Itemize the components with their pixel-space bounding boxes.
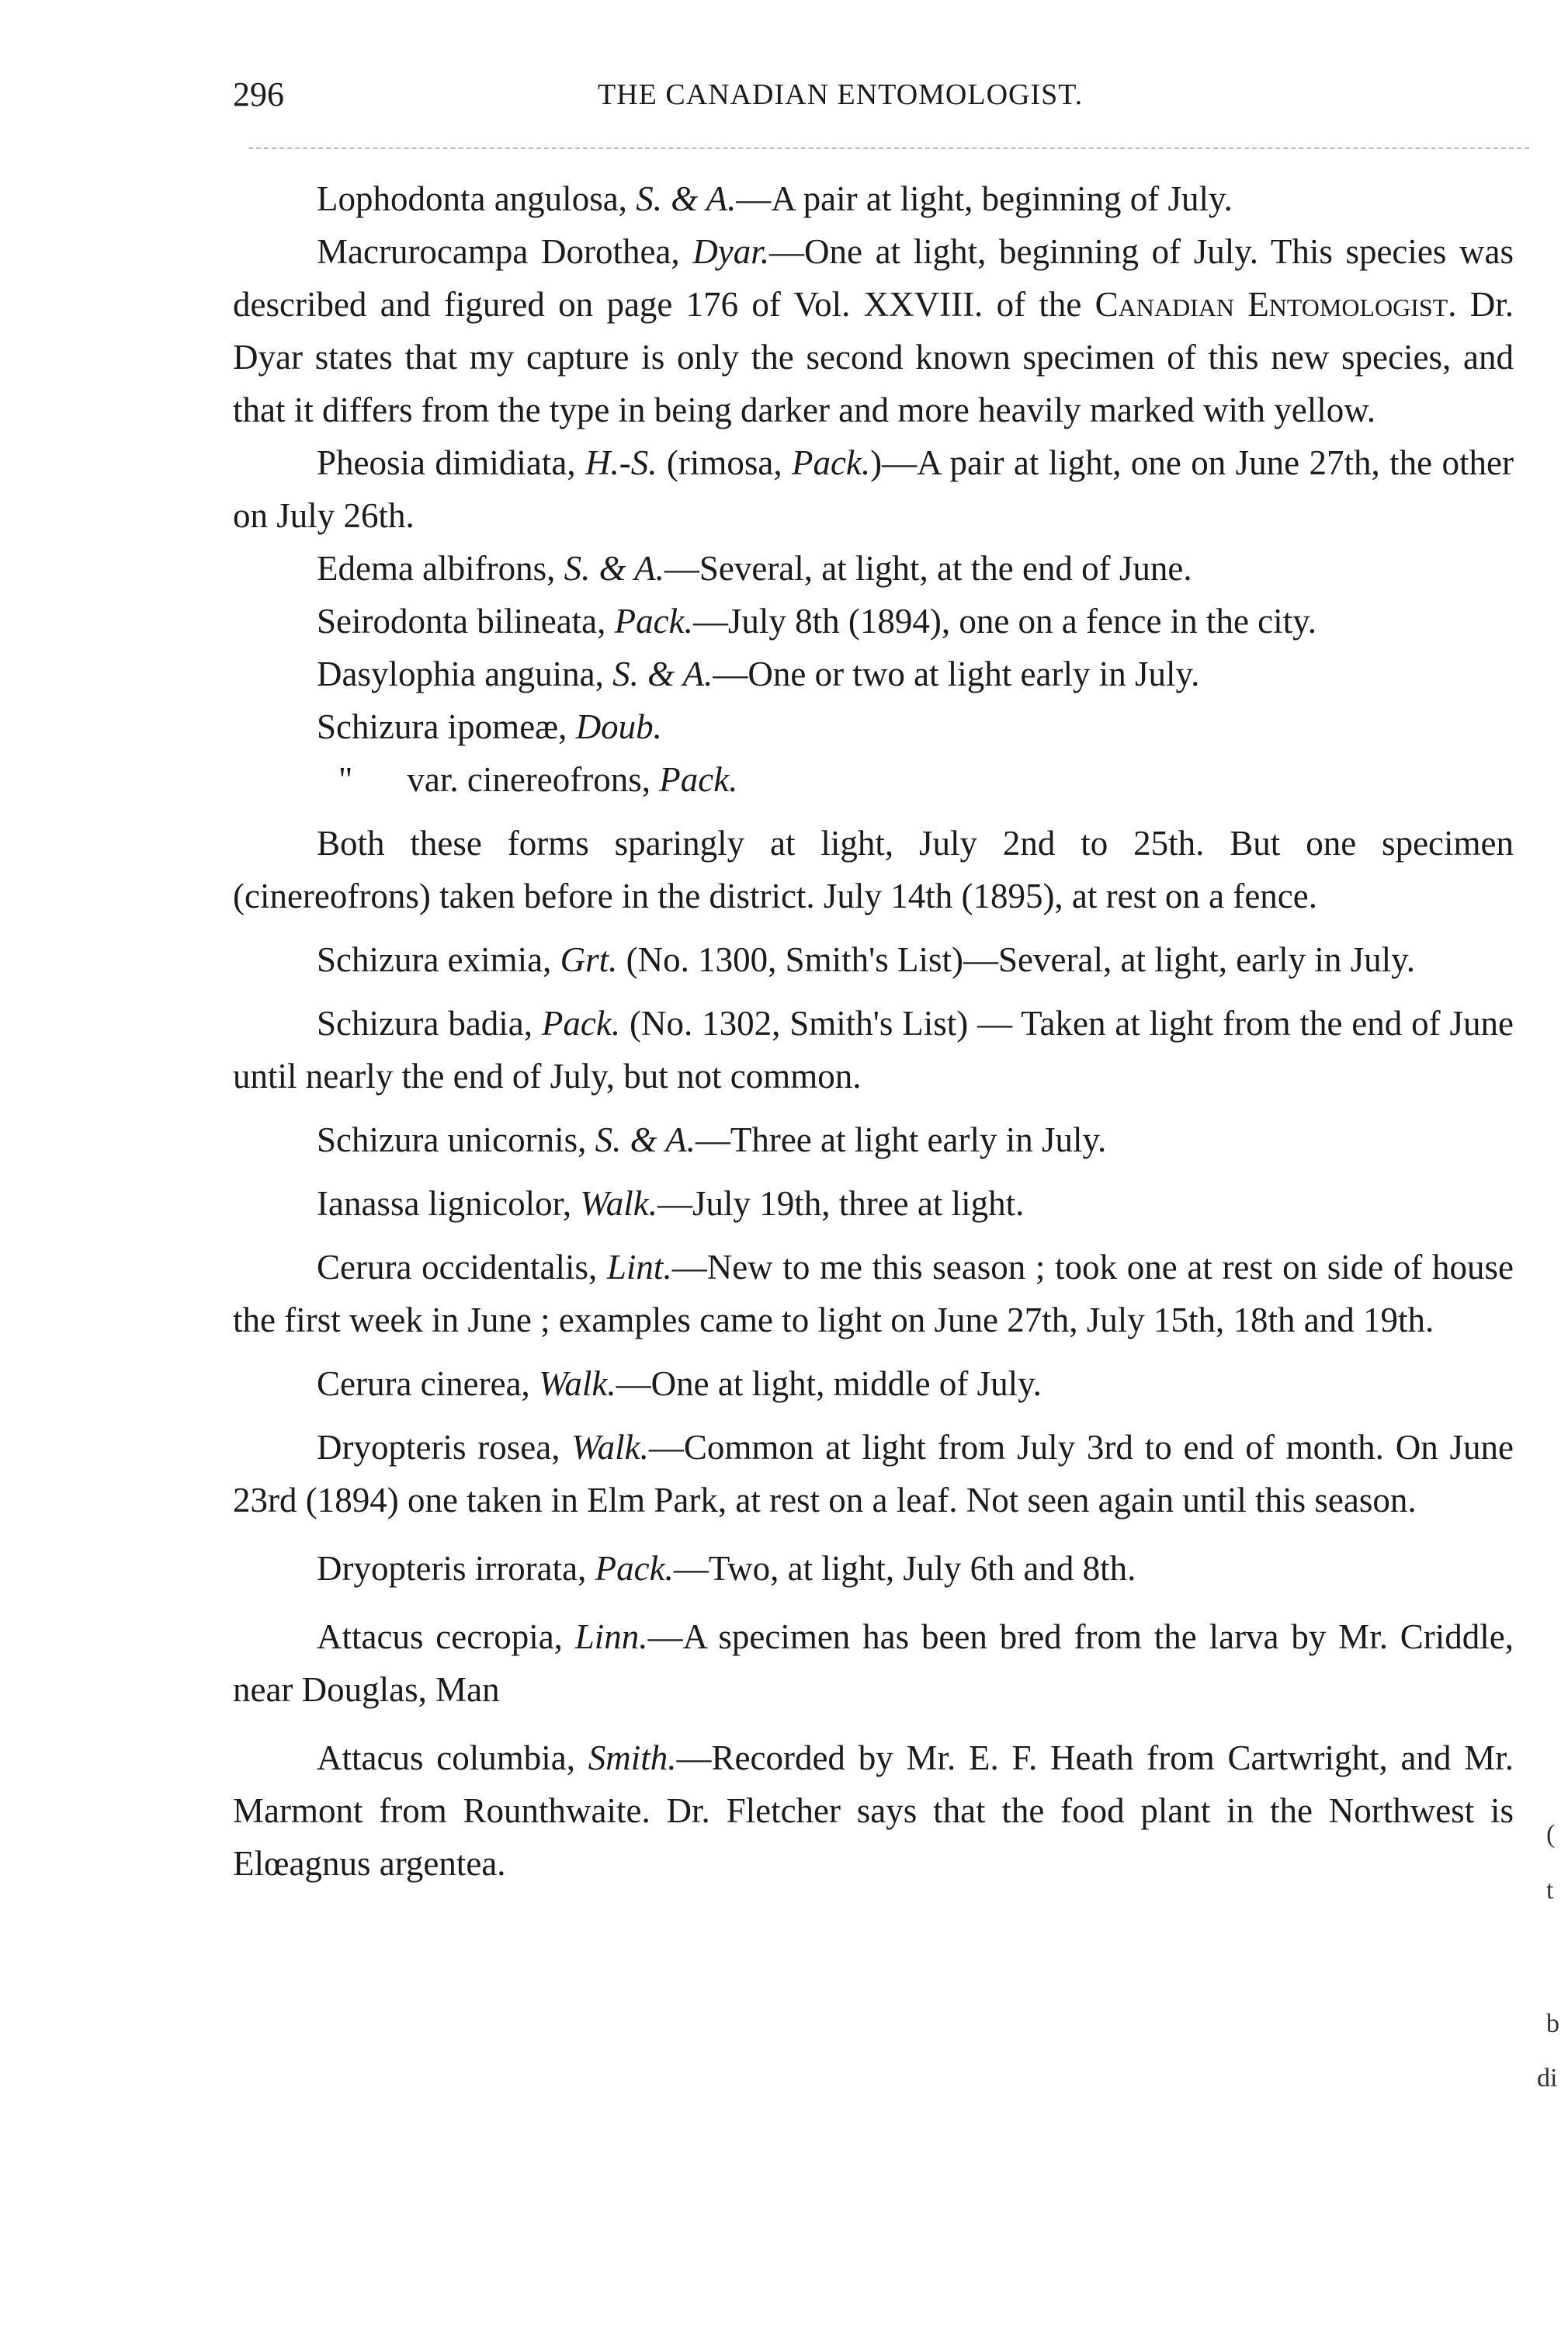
entry-attacus-cecropia: Attacus cecropia, Linn.—A specimen has been bred from the larva by Mr. Criddle, near Douglas, Man	[233, 1617, 1514, 1709]
entry-pheosia: Pheosia dimidiata, H.-S. (rimosa, Pack.)—A pair at light, one on June 27th, the other on July 26th.	[233, 443, 1514, 535]
entry-seirodonta: Seirodonta bilineata, Pack.—July 8th (1894), one on a fence in the city.	[317, 602, 1316, 641]
entry-attacus-columbia: Attacus columbia, Smith.—Recorded by Mr. E. F. Heath from Cartwright, and Mr. Marmont from Rounthwaite. Dr. Fletcher says that the food plant in the Northwest is Elœagnus argentea.	[233, 1738, 1514, 1883]
margin-glyph: b	[1546, 2009, 1559, 2038]
entry-macrurocampa: Macrurocampa Dorothea, Dyar.—One at light, beginning of July. This species was described and figured on page 176 of Vol. XXVIII. of the Canadian Entomologist. Dr. Dyar states that my capture is only the second known specimen of this new species, and that it differs from the type in being darker and more heavily marked with yellow.	[233, 232, 1514, 429]
entry-dasylophia: Dasylophia anguina, S. & A.—One or two at light early in July.	[317, 655, 1200, 693]
ditto-mark: "	[338, 760, 353, 799]
entry-schizura-variety: " var. cinereofrons, Pack.	[338, 760, 738, 799]
margin-glyph: di	[1537, 2064, 1558, 2093]
margin-glyph: t	[1546, 1876, 1554, 1905]
entry-both-forms: Both these forms sparingly at light, July 2nd to 25th. But one specimen (cinereofrons) taken before in the district. July 14th (1895), at rest on a fence.	[233, 824, 1514, 915]
page-number: 296	[233, 75, 284, 113]
entry-dryopteris-irrorata: Dryopteris irrorata, Pack.—Two, at light, July 6th and 8th.	[317, 1549, 1136, 1588]
margin-glyph: (	[1546, 1820, 1556, 1849]
entry-edema: Edema albifrons, S. & A.—Several, at light, at the end of June.	[317, 549, 1192, 588]
journal-title: THE CANADIAN ENTOMOLOGIST.	[598, 78, 1084, 111]
header-rule	[248, 148, 1529, 149]
entry-ianassa: Ianassa lignicolor, Walk.—July 19th, three at light.	[317, 1184, 1025, 1223]
entry-schizura-ipomeae: Schizura ipomeæ, Doub.	[317, 707, 662, 746]
entry-cerura-occidentalis: Cerura occidentalis, Lint.—New to me this season ; took one at rest on side of house the first week in June ; examples came to light on June 27th, July 15th, 18th and 19th.	[233, 1248, 1514, 1339]
entry-schizura-unicornis: Schizura unicornis, S. & A.—Three at light early in July.	[317, 1120, 1107, 1159]
entry-dryopteris-rosea: Dryopteris rosea, Walk.—Common at light from July 3rd to end of month. On June 23rd (1894) one taken in Elm Park, at rest on a leaf. Not seen again until this season.	[233, 1428, 1514, 1519]
entry-cerura-cinerea: Cerura cinerea, Walk.—One at light, middle of July.	[317, 1364, 1042, 1403]
entry-schizura-badia: Schizura badia, Pack. (No. 1302, Smith's List) — Taken at light from the end of June until nearly the end of July, but not common.	[233, 1004, 1514, 1096]
article-body	[233, 172, 1514, 1890]
running-header	[0, 75, 1568, 121]
entry-lophodonta: Lophodonta angulosa, S. & A.—A pair at light, beginning of July.	[317, 179, 1233, 218]
entry-schizura-eximia: Schizura eximia, Grt. (No. 1300, Smith's List)—Several, at light, early in July.	[317, 940, 1415, 979]
